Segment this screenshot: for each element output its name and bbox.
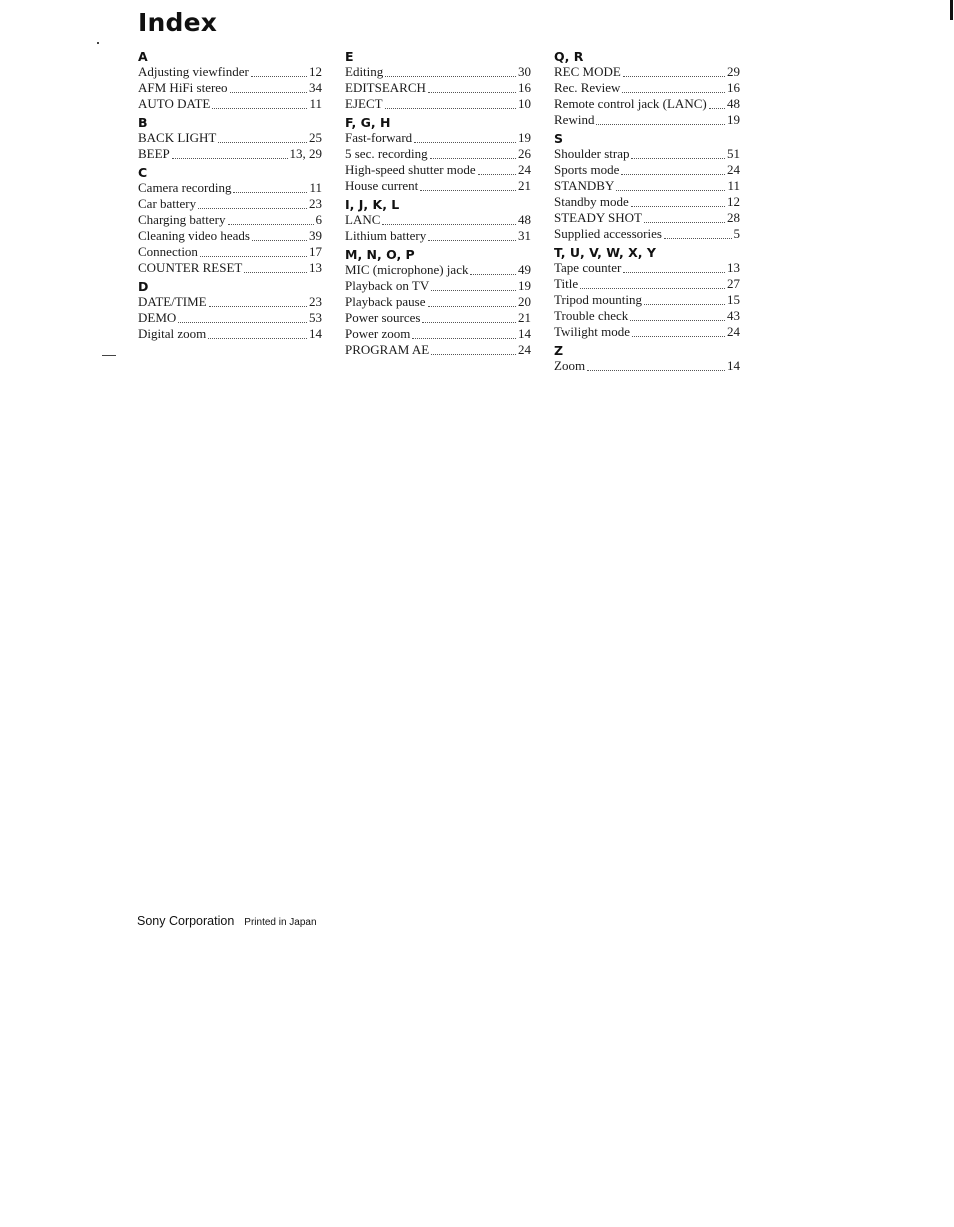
entry-term: Adjusting viewfinder bbox=[138, 64, 249, 79]
index-section bbox=[345, 49, 531, 112]
index-section bbox=[345, 115, 531, 194]
entry-page: 12 bbox=[309, 64, 322, 79]
section-heading: T, U, V, W, X, Y bbox=[554, 245, 656, 260]
dot-leader bbox=[252, 240, 307, 241]
entry-term: Car battery bbox=[138, 196, 197, 211]
entry-term: 5 sec. recording bbox=[345, 146, 428, 161]
entry-term: Digital zoom bbox=[138, 326, 207, 341]
index-entry bbox=[138, 64, 322, 80]
index-entry bbox=[554, 308, 740, 324]
dot-leader bbox=[198, 208, 307, 209]
entry-term: MIC (microphone) jack bbox=[345, 262, 469, 277]
entry-page: 39 bbox=[309, 228, 322, 243]
dot-leader bbox=[414, 142, 516, 143]
entry-page: 43 bbox=[727, 308, 740, 323]
index-entry bbox=[138, 310, 322, 326]
entry-page: 20 bbox=[518, 294, 531, 309]
dot-leader bbox=[209, 306, 307, 307]
entry-page: 49 bbox=[518, 262, 531, 277]
entry-term: Connection bbox=[138, 244, 198, 259]
section-heading: D bbox=[138, 279, 149, 294]
dot-leader bbox=[431, 354, 516, 355]
index-entry bbox=[345, 212, 531, 228]
entry-term: Cleaning video heads bbox=[138, 228, 250, 243]
entry-page: 24 bbox=[727, 324, 740, 339]
entry-term: Playback pause bbox=[345, 294, 426, 309]
entry-page: 19 bbox=[518, 130, 531, 145]
index-column-3 bbox=[554, 49, 740, 374]
entry-page: 10 bbox=[518, 96, 531, 111]
dot-leader bbox=[478, 174, 516, 175]
entry-term: Camera recording bbox=[138, 180, 232, 195]
entry-page: 16 bbox=[518, 80, 531, 95]
dot-leader bbox=[428, 306, 516, 307]
index-entry bbox=[345, 262, 531, 278]
entry-term: COUNTER RESET bbox=[138, 260, 243, 275]
entry-page: 19 bbox=[518, 278, 531, 293]
index-entry bbox=[554, 112, 740, 128]
dot-leader bbox=[644, 222, 725, 223]
entry-term: House current bbox=[345, 178, 419, 193]
entry-term: STEADY SHOT bbox=[554, 210, 642, 225]
dot-leader bbox=[431, 290, 516, 291]
index-entry bbox=[345, 162, 531, 178]
footer-printed: Printed in Japan bbox=[244, 917, 317, 928]
index-entry bbox=[138, 326, 322, 342]
entry-term: Remote control jack (LANC) bbox=[554, 96, 707, 111]
dot-leader bbox=[382, 224, 516, 225]
entry-page: 30 bbox=[518, 64, 531, 79]
entry-page: 26 bbox=[518, 146, 531, 161]
index-entry bbox=[138, 294, 322, 310]
index-section bbox=[138, 49, 322, 112]
entry-page: 48 bbox=[518, 212, 531, 227]
section-heading: Z bbox=[554, 343, 564, 358]
page-title: Index bbox=[138, 8, 218, 37]
entry-page: 21 bbox=[518, 310, 531, 325]
index-entry bbox=[554, 324, 740, 340]
entry-term: DEMO bbox=[138, 310, 177, 325]
index-entry bbox=[554, 292, 740, 308]
entry-term: Fast-forward bbox=[345, 130, 413, 145]
index-entry bbox=[345, 310, 531, 326]
entry-page: 48 bbox=[727, 96, 740, 111]
index-entry bbox=[554, 226, 740, 242]
entry-page: 19 bbox=[727, 112, 740, 127]
dot-leader bbox=[623, 76, 725, 77]
index-entry bbox=[345, 278, 531, 294]
index-entry bbox=[138, 96, 322, 112]
dot-leader bbox=[630, 320, 725, 321]
entry-page: 17 bbox=[309, 244, 322, 259]
scan-speck bbox=[97, 42, 99, 44]
dot-leader bbox=[412, 338, 516, 339]
index-entry bbox=[554, 276, 740, 292]
index-entry bbox=[138, 130, 322, 146]
entry-term: REC MODE bbox=[554, 64, 621, 79]
index-entry bbox=[138, 212, 322, 228]
dot-leader bbox=[233, 192, 307, 193]
entry-page: 16 bbox=[727, 80, 740, 95]
entry-page: 14 bbox=[309, 326, 322, 341]
index-entry bbox=[554, 64, 740, 80]
entry-term: Playback on TV bbox=[345, 278, 430, 293]
entry-term: LANC bbox=[345, 212, 381, 227]
section-heading: S bbox=[554, 131, 564, 146]
entry-term: Power sources bbox=[345, 310, 421, 325]
index-section bbox=[554, 131, 740, 242]
index-entry bbox=[138, 228, 322, 244]
entry-term: DATE/TIME bbox=[138, 294, 207, 309]
entry-page: 28 bbox=[727, 210, 740, 225]
dot-leader bbox=[621, 174, 725, 175]
dot-leader bbox=[251, 76, 307, 77]
section-heading: B bbox=[138, 115, 148, 130]
entry-term: STANDBY bbox=[554, 178, 615, 193]
section-heading: A bbox=[138, 49, 148, 64]
entry-term: EJECT bbox=[345, 96, 383, 111]
footer bbox=[137, 912, 317, 930]
entry-term: PROGRAM AE bbox=[345, 342, 430, 357]
entry-term: BACK LIGHT bbox=[138, 130, 217, 145]
index-entry bbox=[554, 260, 740, 276]
dot-leader bbox=[622, 92, 725, 93]
dot-leader bbox=[616, 190, 725, 191]
footer-company: Sony Corporation bbox=[137, 914, 235, 928]
dot-leader bbox=[218, 142, 307, 143]
entry-term: Shoulder strap bbox=[554, 146, 630, 161]
index-section bbox=[554, 245, 740, 340]
index-entry bbox=[554, 80, 740, 96]
dot-leader bbox=[385, 76, 516, 77]
dot-leader bbox=[385, 108, 516, 109]
entry-page: 13 bbox=[727, 260, 740, 275]
entry-term: AFM HiFi stereo bbox=[138, 80, 228, 95]
section-heading: I, J, K, L bbox=[345, 197, 400, 212]
scan-speck bbox=[102, 355, 116, 356]
index-entry bbox=[345, 228, 531, 244]
entry-page: 12 bbox=[727, 194, 740, 209]
entry-page: 6 bbox=[315, 212, 322, 227]
index-entry bbox=[345, 80, 531, 96]
entry-term: Charging battery bbox=[138, 212, 226, 227]
entry-page: 24 bbox=[727, 162, 740, 177]
index-entry bbox=[554, 358, 740, 374]
entry-term: Rewind bbox=[554, 112, 595, 127]
entry-page: 27 bbox=[727, 276, 740, 291]
dot-leader bbox=[470, 274, 516, 275]
entry-term: Tripod mounting bbox=[554, 292, 643, 307]
entry-term: Zoom bbox=[554, 358, 586, 373]
index-entry bbox=[345, 294, 531, 310]
index-entry bbox=[554, 194, 740, 210]
entry-page: 24 bbox=[518, 162, 531, 177]
edge-mark bbox=[950, 0, 953, 20]
entry-term: Twilight mode bbox=[554, 324, 631, 339]
entry-term: Trouble check bbox=[554, 308, 629, 323]
index-entry bbox=[345, 178, 531, 194]
index-entry bbox=[554, 146, 740, 162]
entry-term: Standby mode bbox=[554, 194, 629, 209]
entry-page: 51 bbox=[727, 146, 740, 161]
dot-leader bbox=[580, 288, 725, 289]
entry-page: 31 bbox=[518, 228, 531, 243]
entry-term: Power zoom bbox=[345, 326, 411, 341]
index-entry bbox=[345, 326, 531, 342]
index-entry bbox=[554, 210, 740, 226]
index-entry bbox=[345, 64, 531, 80]
entry-page: 11 bbox=[309, 180, 322, 195]
index-entry bbox=[138, 244, 322, 260]
index-entry bbox=[138, 146, 322, 162]
dot-leader bbox=[428, 240, 516, 241]
index-entry bbox=[345, 146, 531, 162]
dot-leader bbox=[420, 190, 516, 191]
section-heading: C bbox=[138, 165, 148, 180]
entry-term: Supplied accessories bbox=[554, 226, 662, 241]
index-entry bbox=[138, 180, 322, 196]
index-entry bbox=[138, 260, 322, 276]
entry-page: 13, 29 bbox=[289, 146, 322, 161]
entry-page: 5 bbox=[733, 226, 740, 241]
index-entry bbox=[345, 130, 531, 146]
entry-term: Editing bbox=[345, 64, 384, 79]
dot-leader bbox=[228, 224, 314, 225]
index-entry bbox=[554, 96, 740, 112]
entry-term: Title bbox=[554, 276, 579, 291]
entry-page: 53 bbox=[309, 310, 322, 325]
index-section bbox=[345, 197, 531, 244]
dot-leader bbox=[623, 272, 725, 273]
dot-leader bbox=[230, 92, 307, 93]
dot-leader bbox=[644, 304, 725, 305]
index-entry bbox=[138, 80, 322, 96]
entry-term: Rec. Review bbox=[554, 80, 621, 95]
index-section bbox=[345, 247, 531, 358]
dot-leader bbox=[422, 322, 516, 323]
entry-term: EDITSEARCH bbox=[345, 80, 426, 95]
dot-leader bbox=[664, 238, 732, 239]
dot-leader bbox=[632, 336, 725, 337]
entry-term: Tape counter bbox=[554, 260, 622, 275]
section-heading: M, N, O, P bbox=[345, 247, 415, 262]
section-heading: F, G, H bbox=[345, 115, 391, 130]
entry-page: 23 bbox=[309, 294, 322, 309]
index-column-1 bbox=[138, 49, 322, 342]
entry-page: 21 bbox=[518, 178, 531, 193]
entry-page: 24 bbox=[518, 342, 531, 357]
entry-page: 15 bbox=[727, 292, 740, 307]
entry-page: 14 bbox=[727, 358, 740, 373]
entry-page: 14 bbox=[518, 326, 531, 341]
dot-leader bbox=[178, 322, 307, 323]
dot-leader bbox=[587, 370, 725, 371]
index-entry bbox=[138, 196, 322, 212]
dot-leader bbox=[709, 108, 725, 109]
dot-leader bbox=[244, 272, 307, 273]
dot-leader bbox=[631, 206, 725, 207]
entry-page: 11 bbox=[727, 178, 740, 193]
index-column-2 bbox=[345, 49, 531, 358]
index-entry bbox=[345, 342, 531, 358]
dot-leader bbox=[631, 158, 725, 159]
entry-term: AUTO DATE bbox=[138, 96, 211, 111]
entry-page: 11 bbox=[309, 96, 322, 111]
section-heading: Q, R bbox=[554, 49, 584, 64]
entry-page: 23 bbox=[309, 196, 322, 211]
index-section bbox=[138, 279, 322, 342]
dot-leader bbox=[200, 256, 307, 257]
entry-term: Lithium battery bbox=[345, 228, 427, 243]
entry-page: 13 bbox=[309, 260, 322, 275]
index-section bbox=[138, 165, 322, 276]
dot-leader bbox=[208, 338, 307, 339]
entry-page: 29 bbox=[727, 64, 740, 79]
dot-leader bbox=[428, 92, 516, 93]
section-heading: E bbox=[345, 49, 354, 64]
index-section bbox=[138, 115, 322, 162]
dot-leader bbox=[430, 158, 516, 159]
entry-page: 34 bbox=[309, 80, 322, 95]
dot-leader bbox=[212, 108, 307, 109]
index-entry bbox=[345, 96, 531, 112]
entry-page: 25 bbox=[309, 130, 322, 145]
index-section bbox=[554, 343, 740, 374]
index-section bbox=[554, 49, 740, 128]
dot-leader bbox=[172, 158, 288, 159]
entry-term: Sports mode bbox=[554, 162, 620, 177]
index-entry bbox=[554, 162, 740, 178]
entry-term: BEEP bbox=[138, 146, 170, 161]
index-entry bbox=[554, 178, 740, 194]
dot-leader bbox=[596, 124, 725, 125]
entry-term: High-speed shutter mode bbox=[345, 162, 476, 177]
